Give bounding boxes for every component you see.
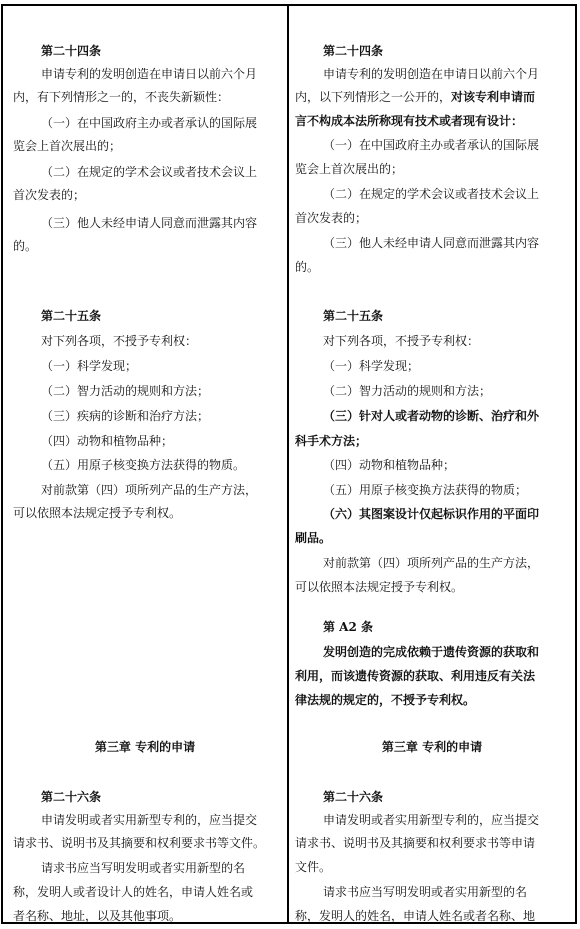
column-original <box>3 6 289 922</box>
text-line: 申请专利的发明创造在申请日以前六个月 <box>323 67 540 81</box>
text-line: （一）在中国政府主办或者承认的国际展 <box>41 116 258 130</box>
text-line: 请求书应当写明发明或者实用新型的名 <box>323 885 528 899</box>
amended-text-line: 利用，而该遗传资源的获取、利用违反有关法 <box>295 669 536 683</box>
article-25-title: 第二十五条 <box>323 309 384 323</box>
article-a2-title: 第 A2 条 <box>323 620 374 634</box>
chapter-heading: 第三章 专利的申请 <box>381 740 483 754</box>
text-line: 首次发表的； <box>13 188 86 202</box>
text-line: （一）在中国政府主办或者承认的国际展 <box>323 138 540 152</box>
text-line: 对前款第（四）项所列产品的生产方法， <box>41 483 258 497</box>
text-line: 请求书、说明书及其摘要和权利要求书等申请 <box>295 836 536 850</box>
text-line: 对前款第（四）项所列产品的生产方法， <box>323 556 540 570</box>
text-line: （五）用原子核变换方法获得的物质； <box>323 483 528 497</box>
amended-text-line: （三）针对人或者动物的诊断、治疗和外 <box>323 409 540 423</box>
text-line: 内，有下列情形之一的，不丧失新颖性： <box>13 90 230 104</box>
comparison-table <box>1 4 577 924</box>
chapter-heading: 第三章 专利的申请 <box>94 740 196 754</box>
text-line: （五）用原子核变换方法获得的物质。 <box>41 458 246 472</box>
text-line: （二）智力活动的规则和方法； <box>323 384 492 398</box>
text-line: 对下列各项，不授予专利权： <box>323 334 480 348</box>
column-amended <box>289 6 575 922</box>
text-line: （三）他人未经申请人同意而泄露其内容 <box>323 236 540 250</box>
article-26-title: 第二十六条 <box>41 790 102 804</box>
amended-text-line: （六）其图案设计仅起标识作用的平面印 <box>323 507 540 521</box>
amended-text-span: 对该专利申请而 <box>451 90 536 104</box>
text-line: （二）在规定的学术会议或者技术会议上 <box>41 165 258 179</box>
text-line: 者名称、地址，以及其他事项。 <box>13 909 182 923</box>
article-24-title: 第二十四条 <box>323 44 384 58</box>
text-line: （一）科学发现； <box>41 359 138 373</box>
text-line: 的。 <box>295 260 320 274</box>
article-26-title: 第二十六条 <box>323 790 384 804</box>
text-line: 对下列各项，不授予专利权： <box>41 334 198 348</box>
text-line: 请求书应当写明发明或者实用新型的名 <box>41 861 246 875</box>
text-line: 的。 <box>13 239 38 253</box>
text-span: 内，以下列情形之一公开的， <box>295 90 452 104</box>
text-line: （二）在规定的学术会议或者技术会议上 <box>323 187 540 201</box>
amended-text-line: 科手术方法； <box>295 434 368 448</box>
amended-text-line: 发明创造的完成依赖于遗传资源的获取和 <box>323 645 540 659</box>
article-24-title: 第二十四条 <box>41 44 102 58</box>
text-line: （三）他人未经申请人同意而泄露其内容 <box>41 216 258 230</box>
text-line: 申请发明或者实用新型专利的，应当提交 <box>41 813 258 827</box>
text-line: （二）智力活动的规则和方法； <box>41 384 210 398</box>
amended-text-line: 言不构成本法所称现有技术或者现有设计： <box>295 114 524 128</box>
text-line: （三）疾病的诊断和治疗方法； <box>41 409 210 423</box>
text-line: 申请专利的发明创造在申请日以前六个月 <box>41 67 258 81</box>
text-line: （一）科学发现； <box>323 359 420 373</box>
text-line: 请求书、说明书及其摘要和权利要求书等文件。 <box>13 836 266 850</box>
text-line: （四）动物和植物品种； <box>323 458 456 472</box>
amended-text-line: 刷品。 <box>295 531 332 545</box>
text-line: 称，发明人的姓名，申请人姓名或者名称、地 <box>295 909 536 923</box>
text-line <box>289 86 575 108</box>
text-line: 申请发明或者实用新型专利的，应当提交 <box>323 813 540 827</box>
text-line: （四）动物和植物品种； <box>41 434 174 448</box>
text-line: 可以依照本法规定授予专利权。 <box>295 580 464 594</box>
text-line: 览会上首次展出的； <box>13 139 122 153</box>
text-line: 览会上首次展出的； <box>295 162 404 176</box>
article-25-title: 第二十五条 <box>41 309 102 323</box>
amended-text-line: 律法规的规定的，不授予专利权。 <box>295 693 476 707</box>
text-line: 首次发表的； <box>295 211 368 225</box>
text-line: 可以依照本法规定授予专利权。 <box>13 506 182 520</box>
text-line: 称，发明人或者设计人的姓名，申请人姓名或 <box>13 885 254 899</box>
text-line: 文件。 <box>295 860 332 874</box>
